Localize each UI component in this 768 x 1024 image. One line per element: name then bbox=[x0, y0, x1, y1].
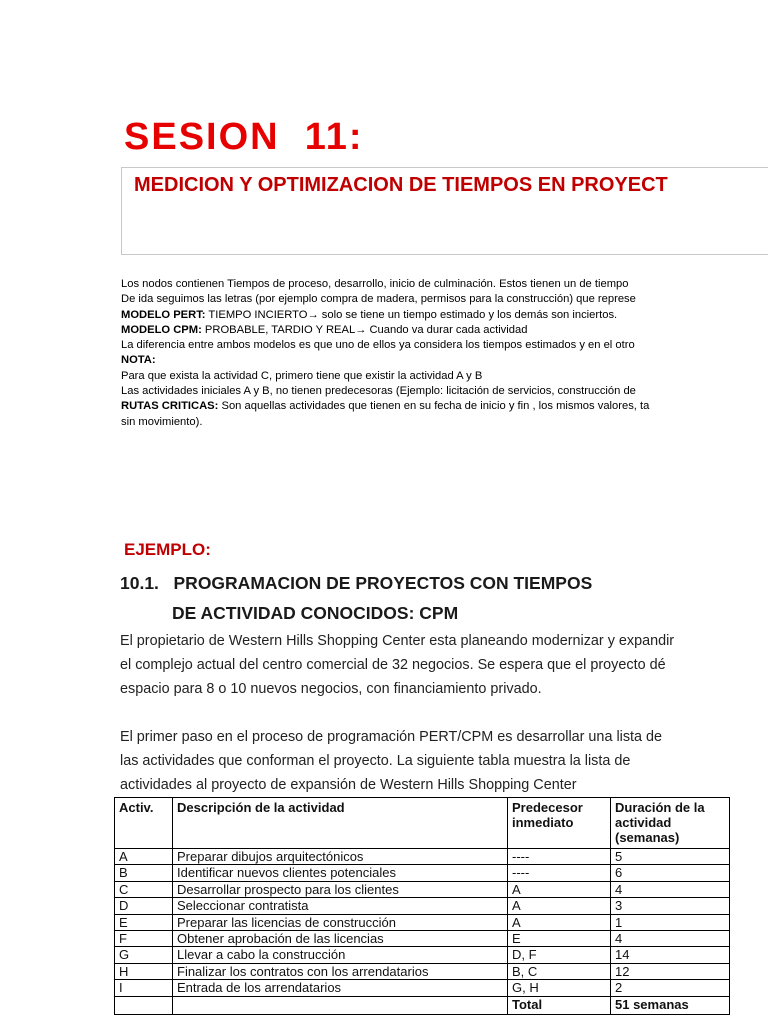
predecessor-cell: G, H bbox=[508, 980, 611, 996]
note-text: Los nodos contienen Tiempos de proceso, desarrollo, inicio de culminación. Estos tienen un de tiempo bbox=[121, 278, 629, 290]
note-line bbox=[121, 399, 697, 414]
activity-cell: C bbox=[115, 881, 173, 897]
section-heading-line1: 10.1. PROGRAMACION DE PROYECTOS CON TIEMPOS bbox=[120, 573, 593, 593]
table-row bbox=[115, 849, 730, 865]
header-predecesor: Predecesor inmediato bbox=[508, 798, 611, 849]
note-line bbox=[121, 292, 697, 307]
total-value: 51 semanas bbox=[611, 996, 730, 1014]
predecessor-cell: ---- bbox=[508, 865, 611, 881]
paragraph-steps bbox=[120, 725, 662, 797]
note-line bbox=[121, 277, 697, 292]
empty-cell bbox=[173, 996, 508, 1014]
note-line bbox=[121, 415, 697, 430]
empty-cell bbox=[115, 996, 173, 1014]
paragraph-intro bbox=[120, 629, 674, 701]
paragraph-line: El propietario de Western Hills Shopping Center esta planeando modernizar y expandir bbox=[120, 633, 675, 649]
table-row bbox=[115, 947, 730, 963]
table-row bbox=[115, 980, 730, 996]
note-line bbox=[121, 308, 697, 323]
predecessor-cell: A bbox=[508, 914, 611, 930]
table-row bbox=[115, 930, 730, 946]
header-duracion: Duración de la actividad (semanas) bbox=[611, 798, 730, 849]
session-subtitle: MEDICION Y OPTIMIZACION DE TIEMPOS EN PROYECT bbox=[134, 174, 668, 196]
predecessor-cell: A bbox=[508, 898, 611, 914]
note-line bbox=[121, 369, 697, 384]
predecessor-cell: ---- bbox=[508, 849, 611, 865]
description-cell: Preparar dibujos arquitectónicos bbox=[173, 849, 508, 865]
description-cell: Identificar nuevos clientes potenciales bbox=[173, 865, 508, 881]
duration-cell: 14 bbox=[611, 947, 730, 963]
note-text: De ida seguimos las letras (por ejemplo compra de madera, permisos para la construcción) que represe bbox=[121, 293, 636, 306]
note-label: MODELO CPM: bbox=[121, 323, 202, 336]
table-row bbox=[115, 914, 730, 930]
note-text: TIEMPO INCIERTO→ solo se tiene un tiempo estimado y los demás son inciertos. bbox=[205, 308, 618, 321]
example-heading: EJEMPLO: bbox=[124, 540, 211, 559]
activities-table bbox=[114, 797, 730, 1015]
duration-cell: 5 bbox=[611, 849, 730, 865]
note-text: sin movimiento). bbox=[121, 415, 203, 428]
activity-cell: D bbox=[115, 898, 173, 914]
description-cell: Llevar a cabo la construcción bbox=[173, 947, 508, 963]
header-activ: Activ. bbox=[115, 798, 173, 849]
note-text: Las actividades iniciales A y B, no tienen predecesoras (Ejemplo: licitación de servicios, construcción de bbox=[121, 385, 636, 398]
description-cell: Entrada de los arrendatarios bbox=[173, 980, 508, 996]
notes-block bbox=[121, 277, 697, 430]
note-label: MODELO PERT: bbox=[121, 308, 206, 321]
note-line bbox=[121, 384, 697, 399]
paragraph-line: espacio para 8 o 10 nuevos negocios, con financiamiento privado. bbox=[120, 681, 542, 697]
note-text: La diferencia entre ambos modelos es que uno de ellos ya considera los tiempos estimados y en el otro bbox=[121, 339, 635, 352]
duration-cell: 3 bbox=[611, 898, 730, 914]
total-label: Total bbox=[508, 996, 611, 1014]
description-cell: Preparar las licencias de construcción bbox=[173, 914, 508, 930]
duration-cell: 4 bbox=[611, 881, 730, 897]
note-line bbox=[121, 353, 697, 368]
table-total-row bbox=[115, 996, 730, 1014]
duration-cell: 12 bbox=[611, 963, 730, 979]
section-heading-line2: DE ACTIVIDAD CONOCIDOS: CPM bbox=[172, 603, 459, 623]
table-header-row bbox=[115, 798, 730, 849]
note-label: NOTA: bbox=[121, 354, 156, 367]
table-row bbox=[115, 963, 730, 979]
duration-cell: 2 bbox=[611, 980, 730, 996]
table-row bbox=[115, 865, 730, 881]
paragraph-line: El primer paso en el proceso de programación PERT/CPM es desarrollar una lista de bbox=[120, 729, 663, 745]
activity-cell: I bbox=[115, 980, 173, 996]
header-descripcion: Descripción de la actividad bbox=[173, 798, 508, 849]
paragraph-line: el complejo actual del centro comercial de 32 negocios. Se espera que el proyecto dé bbox=[120, 657, 666, 673]
note-line bbox=[121, 338, 697, 353]
description-cell: Desarrollar prospecto para los clientes bbox=[173, 881, 508, 897]
session-title: SESION 11: bbox=[124, 116, 364, 158]
activity-cell: H bbox=[115, 963, 173, 979]
duration-cell: 6 bbox=[611, 865, 730, 881]
predecessor-cell: A bbox=[508, 881, 611, 897]
description-cell: Finalizar los contratos con los arrendatarios bbox=[173, 963, 508, 979]
table-row bbox=[115, 898, 730, 914]
activity-cell: F bbox=[115, 930, 173, 946]
duration-cell: 4 bbox=[611, 930, 730, 946]
paragraph-line: actividades al proyecto de expansión de Western Hills Shopping Center bbox=[120, 777, 577, 793]
predecessor-cell: B, C bbox=[508, 963, 611, 979]
note-text: PROBABLE, TARDIO Y REAL→ Cuando va durar cada actividad bbox=[201, 323, 528, 336]
predecessor-cell: D, F bbox=[508, 947, 611, 963]
predecessor-cell: E bbox=[508, 930, 611, 946]
table-row bbox=[115, 881, 730, 897]
description-cell: Seleccionar contratista bbox=[173, 898, 508, 914]
activity-cell: E bbox=[115, 914, 173, 930]
description-cell: Obtener aprobación de las licencias bbox=[173, 930, 508, 946]
paragraph-line: las actividades que conforman el proyecto. La siguiente tabla muestra la lista de bbox=[120, 753, 631, 769]
duration-cell: 1 bbox=[611, 914, 730, 930]
note-text: Son aquellas actividades que tienen en su fecha de inicio y fin , los mismos valores, ta bbox=[218, 400, 650, 413]
note-line bbox=[121, 323, 697, 338]
activity-cell: G bbox=[115, 947, 173, 963]
activity-cell: B bbox=[115, 865, 173, 881]
note-label: RUTAS CRITICAS: bbox=[121, 400, 219, 413]
activity-cell: A bbox=[115, 849, 173, 865]
note-text: Para que exista la actividad C, primero tiene que existir la actividad A y B bbox=[121, 369, 483, 382]
